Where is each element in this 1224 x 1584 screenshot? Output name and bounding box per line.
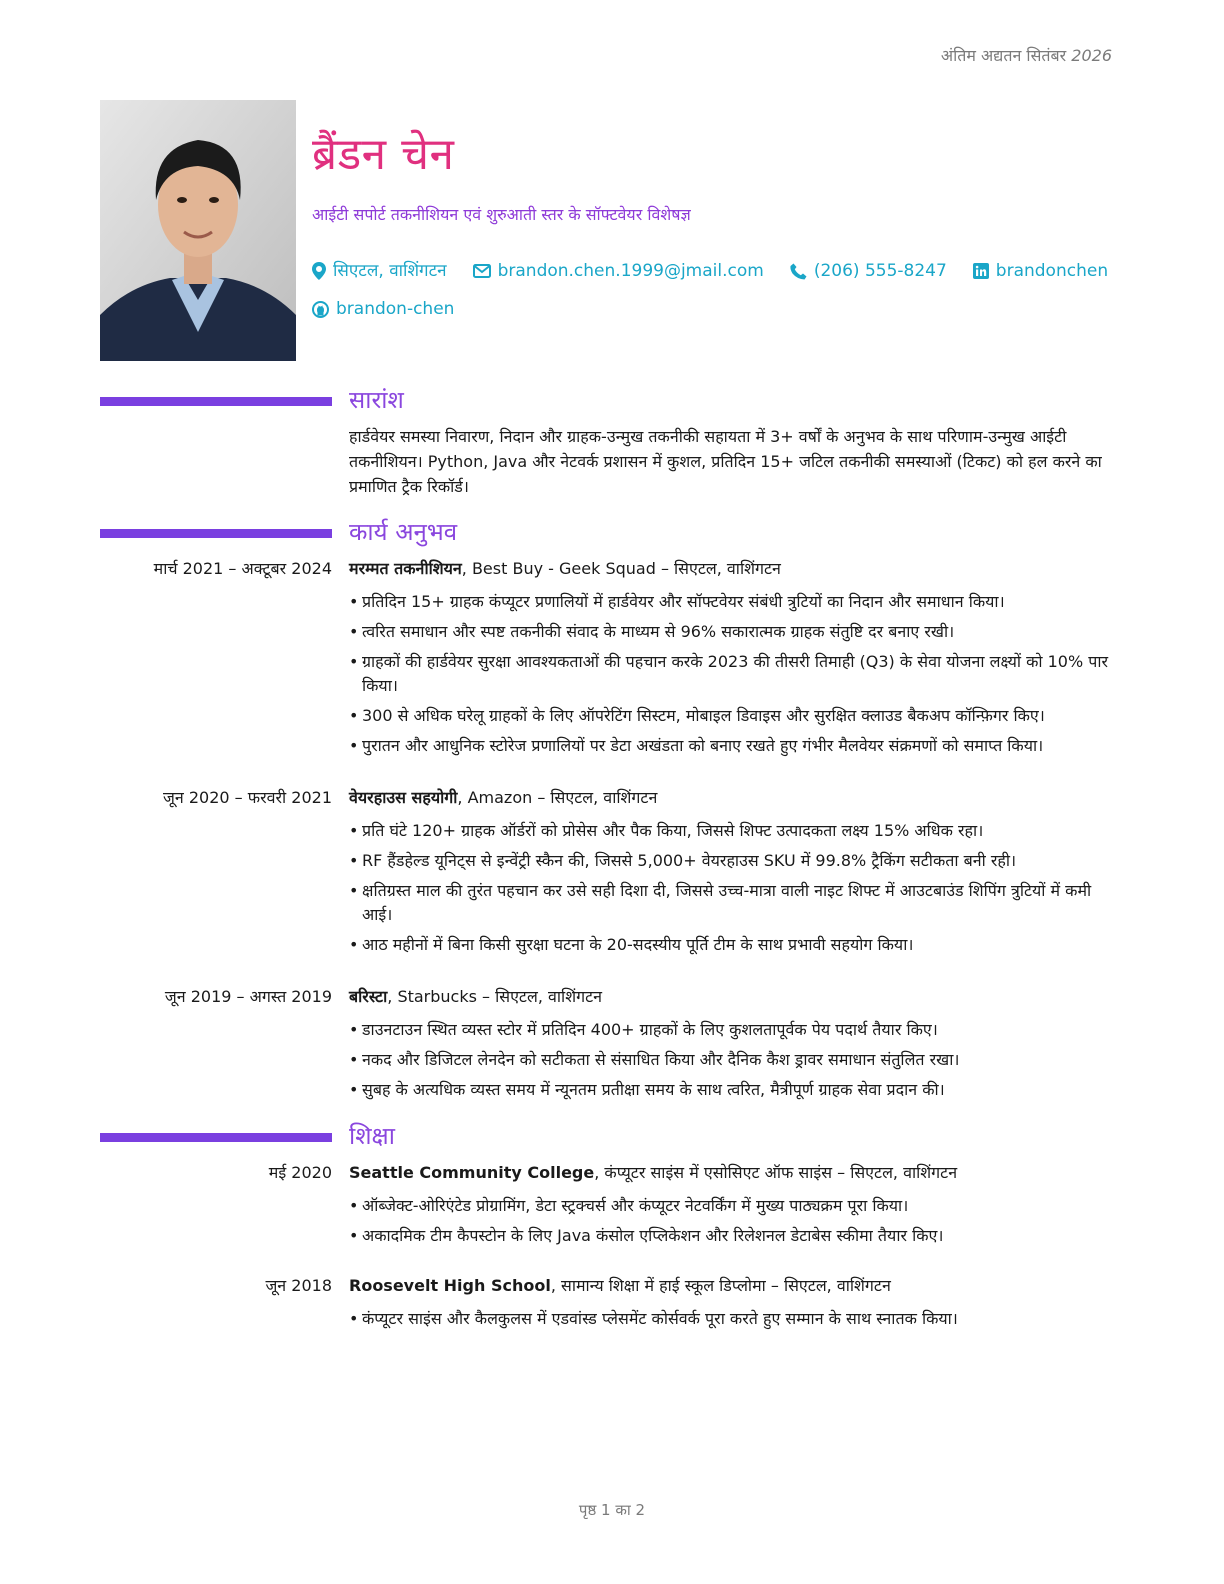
list-item: • डाउनटाउन स्थित व्यस्त स्टोर में प्रतिदिन 400+ ग्राहकों के लिए कुशलतापूर्वक पेय पदार्थ तैयार किए। [349, 1018, 1117, 1042]
job-2-bullets [349, 819, 1117, 963]
contact-github[interactable] [312, 297, 454, 321]
list-item: • कंप्यूटर साइंस और कैलकुलस में एडवांस्ड प्लेसमेंट कोर्सवर्क पूरा करते हुए सम्मान के साथ स्नातक किया। [349, 1307, 1117, 1331]
list-item: • RF हैंडहेल्ड यूनिट्स से इन्वेंट्री स्कैन की, जिससे 5,000+ वेयरहाउस SKU में 99.8% ट्रैकिंग सटीकता बनी रही। [349, 849, 1117, 873]
list-item: • त्वरित समाधान और स्पष्ट तकनीकी संवाद के माध्यम से 96% सकारात्मक ग्राहक संतुष्टि दर बनाए रखी। [349, 620, 1117, 644]
list-item: • 300 से अधिक घरेलू ग्राहकों के लिए ऑपरेटिंग सिस्टम, मोबाइल डिवाइस और सुरक्षित क्लाउड बैकअप कॉन्फ़िगर किए। [349, 704, 1117, 728]
map-pin-icon [312, 262, 326, 280]
summary-title: सारांश [349, 386, 404, 414]
contact-list [312, 259, 1132, 321]
page-number: पृष्ठ 1 का 2 [578, 1501, 646, 1519]
experience-title: कार्य अनुभव [349, 518, 458, 546]
education-bar [100, 1133, 332, 1142]
job-1-bullets [349, 590, 1117, 764]
edu-2-dates: जून 2018 [265, 1276, 332, 1295]
profile-photo [100, 100, 296, 361]
job-3-bullets [349, 1018, 1117, 1108]
list-item: • ऑब्जेक्ट-ओरिएंटेड प्रोग्रामिंग, डेटा स्ट्रक्चर्स और कंप्यूटर नेटवर्किंग में मुख्य पाठ्यक्रम पूरा किया। [349, 1194, 1117, 1218]
list-item: • ग्राहकों की हार्डवेयर सुरक्षा आवश्यकताओं की पहचान करके 2023 की तीसरी तिमाही (Q3) के सेवा योजना लक्ष्यों को 10% पार किया। [349, 650, 1117, 698]
contact-github-text[interactable]: brandon-chen [336, 299, 455, 319]
last-updated-year: 2026 [1071, 46, 1112, 65]
contact-phone-text[interactable]: (206) 555-8247 [813, 261, 947, 281]
edu-1-degree: , कंप्यूटर साइंस में एसोसिएट ऑफ साइंस – सिएटल, वाशिंगटन [594, 1163, 958, 1182]
job-2-header [349, 786, 657, 810]
contact-linkedin[interactable] [973, 259, 1108, 283]
github-icon [312, 301, 329, 318]
list-item: • सुबह के अत्यधिक व्यस्त समय में न्यूनतम प्रतीक्षा समय के साथ त्वरित, मैत्रीपूर्ण ग्राहक सेवा प्रदान की। [349, 1078, 1117, 1102]
job-3-header [349, 985, 602, 1009]
list-item: • प्रति घंटे 120+ ग्राहक ऑर्डरों को प्रोसेस और पैक किया, जिससे शिफ्ट उत्पादकता लक्ष्य 15% अधिक रहा। [349, 819, 1117, 843]
last-updated-prefix: अंतिम अद्यतन सितंबर [940, 46, 1067, 65]
candidate-name: ब्रैंडन चेन [312, 129, 455, 180]
contact-email[interactable] [473, 259, 764, 283]
job-3-dates: जून 2019 – अगस्त 2019 [164, 987, 332, 1006]
job-1-dates: मार्च 2021 – अक्टूबर 2024 [153, 559, 332, 578]
experience-bar [100, 529, 332, 538]
job-2-role: वेयरहाउस सहयोगी [349, 788, 458, 807]
candidate-headline: आईटी सपोर्ट तकनीशियन एवं शुरुआती स्तर के सॉफ्टवेयर विशेषज्ञ [312, 205, 691, 224]
list-item: • पुरातन और आधुनिक स्टोरेज प्रणालियों पर डेटा अखंडता को बनाए रखते हुए गंभीर मैलवेयर संक्रमणों को समाप्त किया। [349, 734, 1117, 758]
phone-icon [790, 263, 807, 280]
edu-2-school: Roosevelt High School [349, 1276, 551, 1295]
last-updated [941, 44, 1112, 66]
edu-1-header [349, 1161, 957, 1185]
list-item: • आठ महीनों में बिना किसी सुरक्षा घटना के 20-सदस्यीय पूर्ति टीम के साथ प्रभावी सहयोग किया। [349, 933, 1117, 957]
education-title: शिक्षा [349, 1122, 395, 1150]
contact-location-text: सिएटल, वाशिंगटन [333, 261, 447, 281]
edu-2-degree: , सामान्य शिक्षा में हाई स्कूल डिप्लोमा – सिएटल, वाशिंगटन [550, 1276, 891, 1295]
edu-1-school: Seattle Community College [349, 1163, 595, 1182]
edu-1-bullets [349, 1194, 1117, 1254]
job-1-org: , Best Buy - Geek Squad – सिएटल, वाशिंगटन [461, 559, 781, 578]
list-item: • प्रतिदिन 15+ ग्राहक कंप्यूटर प्रणालियों में हार्डवेयर और सॉफ्टवेयर संबंधी त्रुटियों का निदान और समाधान किया। [349, 590, 1117, 614]
job-3-role: बरिस्टा [349, 987, 388, 1006]
contact-phone[interactable] [790, 259, 947, 283]
job-2-dates: जून 2020 – फरवरी 2021 [163, 788, 332, 807]
list-item: • क्षतिग्रस्त माल की तुरंत पहचान कर उसे सही दिशा दी, जिससे उच्च-मात्रा वाली नाइट शिफ्ट में आउटबाउंड शिपिंग त्रुटियों में कमी आई। [349, 879, 1117, 927]
envelope-icon [473, 264, 491, 278]
edu-1-dates: मई 2020 [268, 1163, 332, 1182]
contact-email-text[interactable]: brandon.chen.1999@jmail.com [497, 261, 764, 281]
contact-linkedin-text[interactable]: brandonchen [995, 261, 1109, 281]
list-item: • नकद और डिजिटल लेनदेन को सटीकता से संसाधित किया और दैनिक कैश ड्रावर समाधान संतुलित रखा। [349, 1048, 1117, 1072]
job-1-role: मरम्मत तकनीशियन [349, 559, 462, 578]
job-3-org: , Starbucks – सिएटल, वाशिंगटन [387, 987, 603, 1006]
edu-2-header [349, 1274, 891, 1298]
summary-bar [100, 397, 332, 406]
job-1-header [349, 557, 781, 581]
job-2-org: , Amazon – सिएटल, वाशिंगटन [457, 788, 658, 807]
linkedin-icon [973, 263, 989, 279]
edu-2-bullets [349, 1307, 1117, 1337]
contact-location [312, 259, 447, 283]
summary-text: हार्डवेयर समस्या निवारण, निदान और ग्राहक-उन्मुख तकनीकी सहायता में 3+ वर्षों के अनुभव के साथ परिणाम-उन्मुख आईटी तकनीशियन। Python, Java और नेटवर्क प्रशासन में कुशल, प्रतिदिन 15+ जटिल तकनीकी समस्याओं (टिकट) को हल करने का प्रमाणित ट्रैक रिकॉर्ड। [349, 427, 1102, 496]
list-item: • अकादमिक टीम कैपस्टोन के लिए Java कंसोल एप्लिकेशन और रिलेशनल डेटाबेस स्कीमा तैयार किए। [349, 1224, 1117, 1248]
